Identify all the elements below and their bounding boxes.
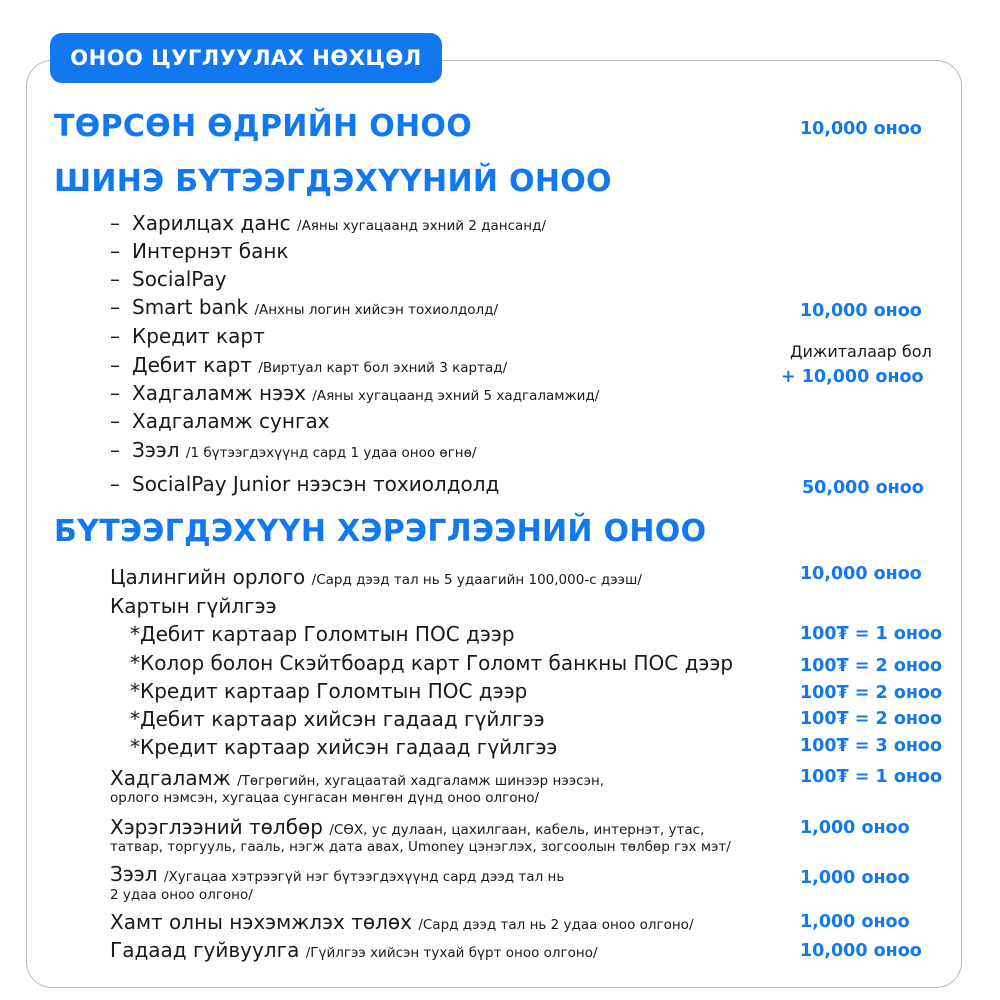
- birthday-heading: ТӨРСӨН ӨДРИЙН ОНОО: [54, 109, 473, 144]
- card-item: *Дебит картаар Голомтын ПОС дээр: [130, 622, 515, 646]
- card-item-value: 100₮ = 2 оноо: [800, 709, 942, 729]
- savings-note: орлого нэмсэн, хугацаа сунгасан мөнгөн дүнд оноо олгоно/: [110, 790, 540, 806]
- card-tx-label: Картын гүйлгээ: [110, 594, 277, 618]
- list-item: – Хадгаламж нээх /Аяны хугацаанд эхний 5 хадгаламжид/: [110, 381, 600, 405]
- salary-row: Цалингийн орлого /Сард дээд тал нь 5 удаагийн 100,000-с дээш/: [110, 565, 642, 589]
- section-badge: ОНОО ЦУГЛУУЛАХ НӨХЦӨЛ: [50, 33, 442, 83]
- card-item-value: 100₮ = 2 оноо: [800, 656, 942, 676]
- list-item: – Интернэт банк: [110, 239, 289, 263]
- savings-row: Хадгаламж /Төгрөгийн, хугацаатай хадгаламж шинээр нээсэн,: [110, 766, 605, 790]
- list-item: – SocialPay: [110, 267, 227, 291]
- list-item: – Дебит карт /Виртуал карт бол эхний 3 картад/: [110, 353, 508, 377]
- card-item: *Кредит картаар Голомтын ПОС дээр: [130, 679, 528, 703]
- salary-value: 10,000 оноо: [800, 564, 922, 584]
- loan-value: 1,000 оноо: [800, 868, 910, 888]
- group-invoice-row: Хамт олны нэхэмжлэх төлөх /Сард дээд тал нь 2 удаа оноо олгоно/: [110, 910, 694, 934]
- new-product-value: 10,000 оноо: [800, 301, 922, 321]
- bills-note: татвар, торгууль, гааль, нэгж дата авах, Umoney цэнэглэх, зогсоолын төлбөр гэх мэт/: [110, 839, 731, 855]
- usage-heading: БҮТЭЭГДЭХҮҮН ХЭРЭГЛЭЭНИЙ ОНОО: [54, 514, 707, 549]
- remittance-value: 10,000 оноо: [800, 941, 922, 961]
- birthday-value: 10,000 оноо: [800, 119, 922, 139]
- card-item-value: 100₮ = 1 оноо: [800, 624, 942, 644]
- bills-row: Хэрэглээний төлбөр /СӨХ, ус дулаан, цахилгаан, кабель, интернэт, утас,: [110, 815, 705, 839]
- list-item: – Хадгаламж сунгах: [110, 409, 330, 433]
- list-item: – Кредит карт: [110, 324, 265, 348]
- bills-value: 1,000 оноо: [800, 818, 910, 838]
- new-product-heading: ШИНЭ БҮТЭЭГДЭХҮҮНИЙ ОНОО: [54, 164, 612, 199]
- savings-value: 100₮ = 1 оноо: [800, 767, 942, 787]
- list-item: – Зээл /1 бүтээгдэхүүнд сард 1 удаа оноо өгнө/: [110, 438, 477, 462]
- card-item: *Колор болон Скэйтбоард карт Голомт банкны ПОС дээр: [130, 651, 734, 675]
- list-item: – Харилцах данс /Аяны хугацаанд эхний 2 дансанд/: [110, 211, 547, 235]
- loan-row: Зээл /Хугацаа хэтрээгүй нэг бүтээгдэхүүнд сард дээд тал нь: [110, 862, 565, 886]
- digital-value: + 10,000 оноо: [781, 367, 924, 387]
- card-item: *Кредит картаар хийсэн гадаад гүйлгээ: [130, 735, 558, 759]
- digital-note: Дижиталаар бол: [790, 342, 932, 361]
- junior-value: 50,000 оноо: [802, 478, 924, 498]
- group-invoice-value: 1,000 оноо: [800, 912, 910, 932]
- card-item: *Дебит картаар хийсэн гадаад гүйлгээ: [130, 707, 545, 731]
- card-item-value: 100₮ = 2 оноо: [800, 683, 942, 703]
- card-item-value: 100₮ = 3 оноо: [800, 736, 942, 756]
- remittance-row: Гадаад гуйвуулга /Гүйлгээ хийсэн тухай бүрт оноо олгоно/: [110, 938, 598, 962]
- loan-note: 2 удаа оноо олгоно/: [110, 887, 253, 903]
- list-item: – Smart bank /Анхны логин хийсэн тохиолдолд/: [110, 295, 499, 319]
- list-item: – SocialPay Junior нээсэн тохиолдолд: [110, 472, 500, 496]
